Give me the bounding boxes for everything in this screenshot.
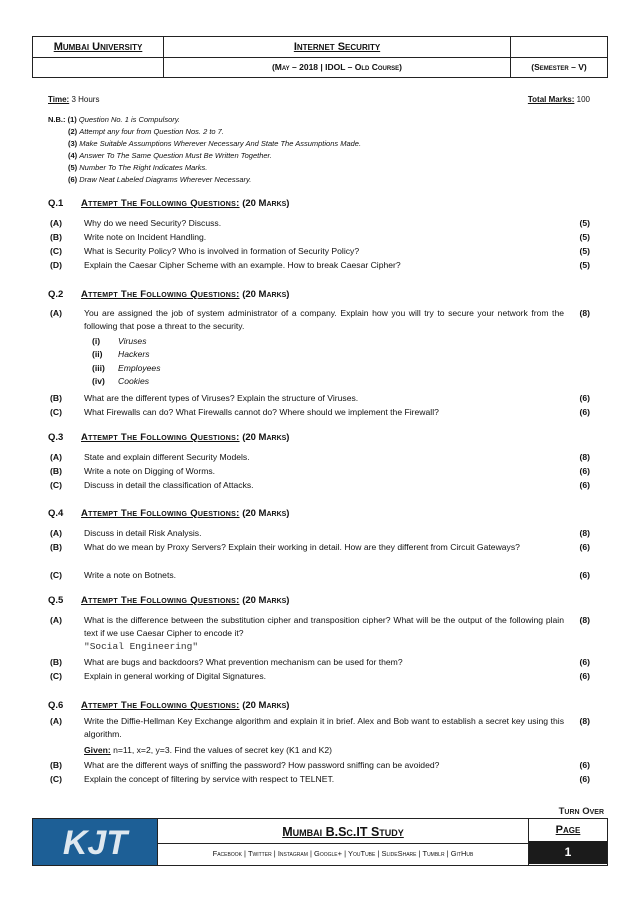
instruction-text: Number To The Right Indicates Marks.	[79, 163, 208, 172]
question-text: Explain in general working of Digital Signatures.	[84, 671, 267, 681]
page-label: Page	[555, 824, 581, 836]
sub-item-number: (iii)	[92, 363, 105, 373]
question-label: (A)	[50, 716, 62, 726]
paper-header	[32, 36, 608, 78]
link-separator: |	[375, 849, 382, 858]
instruction-text: Make Suitable Assumptions Wherever Necessary And State The Assumptions Made.	[79, 139, 362, 148]
section-marks: (20 Marks)	[242, 289, 290, 300]
question-marks: (5)	[579, 246, 590, 256]
social-link-slideshare[interactable]: SlideShare	[381, 849, 417, 858]
question-text: You are assigned the job of system administrator of a company. Explain how you will try to secure your network from the following that pose a threat to the security.	[84, 308, 564, 331]
header-left	[33, 37, 163, 77]
question-text: Why do we need Security? Discuss.	[84, 218, 222, 228]
paper-type: Question Paper	[33, 58, 163, 77]
question-label: (A)	[50, 218, 62, 228]
total-marks-label: Total Marks:	[527, 95, 575, 104]
instruction-item	[48, 174, 361, 186]
question-marks: (6)	[579, 480, 590, 490]
question-heading	[48, 198, 289, 209]
page-number: 1	[529, 841, 607, 864]
question-marks: (6)	[579, 542, 590, 552]
course-name: B.Sc.IT	[511, 37, 607, 58]
instruction-item	[48, 138, 361, 150]
section-marks: (20 Marks)	[242, 595, 290, 606]
question-label: (B)	[50, 657, 62, 667]
sub-item	[92, 348, 150, 361]
section-marks: (20 Marks)	[242, 432, 290, 443]
instruction-number: (2)	[68, 127, 78, 136]
question-label: (C)	[50, 671, 62, 681]
question-marks: (8)	[579, 528, 590, 538]
section-marks: (20 Marks)	[242, 700, 290, 711]
plain-text-sample: "Social Engineering"	[84, 641, 199, 652]
given-text: n=11, x=2, y=3. Find the values of secret key (K1 and K2)	[110, 745, 333, 755]
sub-item	[92, 335, 147, 348]
question-label: (B)	[50, 542, 62, 552]
social-link-facebook[interactable]: Facebook	[212, 849, 242, 858]
question-label: (C)	[50, 570, 62, 580]
question-label: (A)	[50, 615, 62, 625]
exam-session: (May – 2018 | IDOL – Old Course)	[271, 62, 403, 72]
question-label: (B)	[50, 232, 62, 242]
sub-item	[92, 362, 161, 375]
link-separator: |	[342, 849, 348, 858]
header-right	[511, 37, 607, 77]
instruction-number: (5)	[68, 163, 78, 172]
question-text: Discuss in detail the classification of Attacks.	[84, 480, 254, 490]
given-label: Given:	[84, 745, 111, 755]
question-number: Q.6	[48, 700, 64, 711]
given-values	[84, 744, 332, 757]
question-marks: (6)	[579, 760, 590, 770]
question-marks: (6)	[579, 657, 590, 667]
question-text: What are the different types of Viruses? Explain the structure of Viruses.	[84, 393, 359, 403]
question-text: Explain the concept of filtering by service with respect to TELNET.	[84, 774, 335, 784]
instruction-text: Question No. 1 is Compulsory.	[78, 115, 181, 124]
social-link-tumblr[interactable]: Tumblr	[422, 849, 445, 858]
question-text: Write a note on Digging of Worms.	[84, 466, 216, 476]
question-label: (C)	[50, 407, 62, 417]
time-label: Time:	[48, 95, 70, 104]
turn-over: Turn Over	[558, 806, 604, 817]
question-label: (B)	[50, 760, 62, 770]
question-label: (D)	[50, 260, 62, 270]
university-name: Mumbai University	[33, 37, 163, 58]
question-marks: (6)	[579, 466, 590, 476]
question-instruction: Attempt The Following Questions:	[81, 432, 240, 443]
question-heading	[48, 595, 289, 606]
social-links	[158, 843, 528, 864]
link-separator: |	[271, 849, 278, 858]
question-instruction: Attempt The Following Questions:	[81, 508, 240, 519]
question-text: Write a note on Botnets.	[84, 570, 177, 580]
question-marks: (6)	[579, 393, 590, 403]
question-marks: (5)	[579, 232, 590, 242]
semester: (Semester – V)	[511, 58, 607, 77]
link-separator: |	[416, 849, 423, 858]
question-text: What do we mean by Proxy Servers? Explain their working in detail. How are they different from Circuit Gateways?	[84, 542, 520, 552]
section-marks: (20 Marks)	[242, 508, 290, 519]
section-marks: (20 Marks)	[242, 198, 290, 209]
total-marks-value: 100	[576, 95, 590, 104]
question-label: (A)	[50, 452, 62, 462]
question-text: State and explain different Security Models.	[84, 452, 250, 462]
question-instruction: Attempt The Following Questions:	[81, 595, 240, 606]
instruction-text: Answer To The Same Question Must Be Written Together.	[79, 151, 272, 160]
header-center	[163, 37, 511, 77]
footer-center	[157, 819, 529, 865]
sub-item-number: (ii)	[92, 349, 103, 359]
page-footer	[32, 818, 608, 866]
question-heading	[48, 700, 289, 711]
question-text: What are the different ways of sniffing the password? How password sniffing can be avoided?	[84, 760, 440, 770]
time-value: 3 Hours	[71, 95, 100, 104]
link-separator: |	[241, 849, 248, 858]
sub-item-number: (iv)	[92, 376, 105, 386]
total-marks-info	[528, 95, 590, 104]
footer-title: Mumbai B.Sc.IT Study	[282, 825, 404, 839]
question-number: Q.4	[48, 508, 64, 519]
question-marks: (6)	[579, 407, 590, 417]
question-instruction: Attempt The Following Questions:	[81, 700, 240, 711]
question-marks: (6)	[579, 570, 590, 580]
instruction-number: (1)	[67, 115, 77, 124]
question-marks: (8)	[579, 452, 590, 462]
question-marks: (5)	[579, 218, 590, 228]
kjt-logo	[33, 819, 157, 865]
sub-item	[92, 375, 149, 388]
time-info	[48, 95, 99, 104]
question-marks: (5)	[579, 260, 590, 270]
question-text: What are bugs and backdoors? What prevention mechanism can be used for them?	[84, 657, 403, 667]
question-marks: (8)	[579, 308, 590, 318]
instruction-number: (3)	[68, 139, 78, 148]
subject-name: Internet Security	[164, 37, 510, 58]
question-text: Write note on Incident Handling.	[84, 232, 207, 242]
social-link-github[interactable]: GitHub	[450, 849, 474, 858]
question-text: What Firewalls can do? What Firewalls cannot do? Where should we implement the Firewall?	[84, 407, 439, 417]
instruction-item	[48, 114, 361, 126]
page-number-box	[529, 819, 607, 865]
question-number: Q.2	[48, 289, 64, 300]
question-label: (A)	[50, 528, 62, 538]
question-marks: (8)	[579, 615, 590, 625]
question-text: Discuss in detail Risk Analysis.	[84, 528, 202, 538]
question-heading	[48, 289, 289, 300]
question-instruction: Attempt The Following Questions:	[81, 198, 240, 209]
sub-item-text: Hackers	[118, 349, 150, 359]
question-label: (C)	[50, 246, 62, 256]
sub-item-text: Viruses	[118, 336, 147, 346]
question-label: (B)	[50, 466, 62, 476]
social-link-twitter[interactable]: Twitter	[247, 849, 272, 858]
sub-item-text: Employees	[118, 363, 161, 373]
social-link-instagram[interactable]: Instagram	[277, 849, 308, 858]
question-label: (C)	[50, 774, 62, 784]
question-text: Explain the Caesar Cipher Scheme with an example. How to break Caesar Cipher?	[84, 260, 401, 270]
instruction-number: (6)	[68, 175, 78, 184]
instruction-number: (4)	[68, 151, 78, 160]
instruction-item	[48, 162, 361, 174]
social-link-google[interactable]: Google+	[314, 849, 342, 858]
instruction-item	[48, 150, 361, 162]
question-label: (A)	[50, 308, 62, 318]
instruction-text: Attempt any four from Question Nos. 2 to 7.	[79, 127, 224, 136]
question-heading	[48, 508, 289, 519]
link-separator: |	[444, 849, 451, 858]
question-number: Q.3	[48, 432, 64, 443]
question-instruction: Attempt The Following Questions:	[81, 289, 240, 300]
sub-item-number: (i)	[92, 336, 101, 346]
instruction-item	[48, 126, 361, 138]
question-marks: (8)	[579, 716, 590, 726]
question-text: What is Security Policy? Who is involved in formation of Security Policy?	[84, 246, 360, 256]
question-label: (C)	[50, 480, 62, 490]
logo-text: KJT	[62, 824, 128, 862]
question-text: Write the Diffie-Hellman Key Exchange algorithm and explain it in brief. Alex and Bob want to establish a secret key using this algorithm.	[84, 716, 564, 739]
social-link-youtube[interactable]: YouTube	[347, 849, 376, 858]
question-heading	[48, 432, 289, 443]
question-marks: (6)	[579, 671, 590, 681]
instruction-text: Draw Neat Labeled Diagrams Wherever Necessary.	[79, 175, 252, 184]
link-separator: |	[307, 849, 314, 858]
question-number: Q.5	[48, 595, 64, 606]
question-label: (B)	[50, 393, 62, 403]
question-marks: (6)	[579, 774, 590, 784]
question-text: What is the difference between the substitution cipher and transposition cipher? What will be the output of the following plain text if we use Caesar Cipher to encode it?	[84, 615, 564, 638]
sub-item-text: Cookies	[118, 376, 150, 386]
question-number: Q.1	[48, 198, 64, 209]
instructions	[48, 114, 361, 186]
nb-label: N.B.:	[48, 115, 66, 124]
